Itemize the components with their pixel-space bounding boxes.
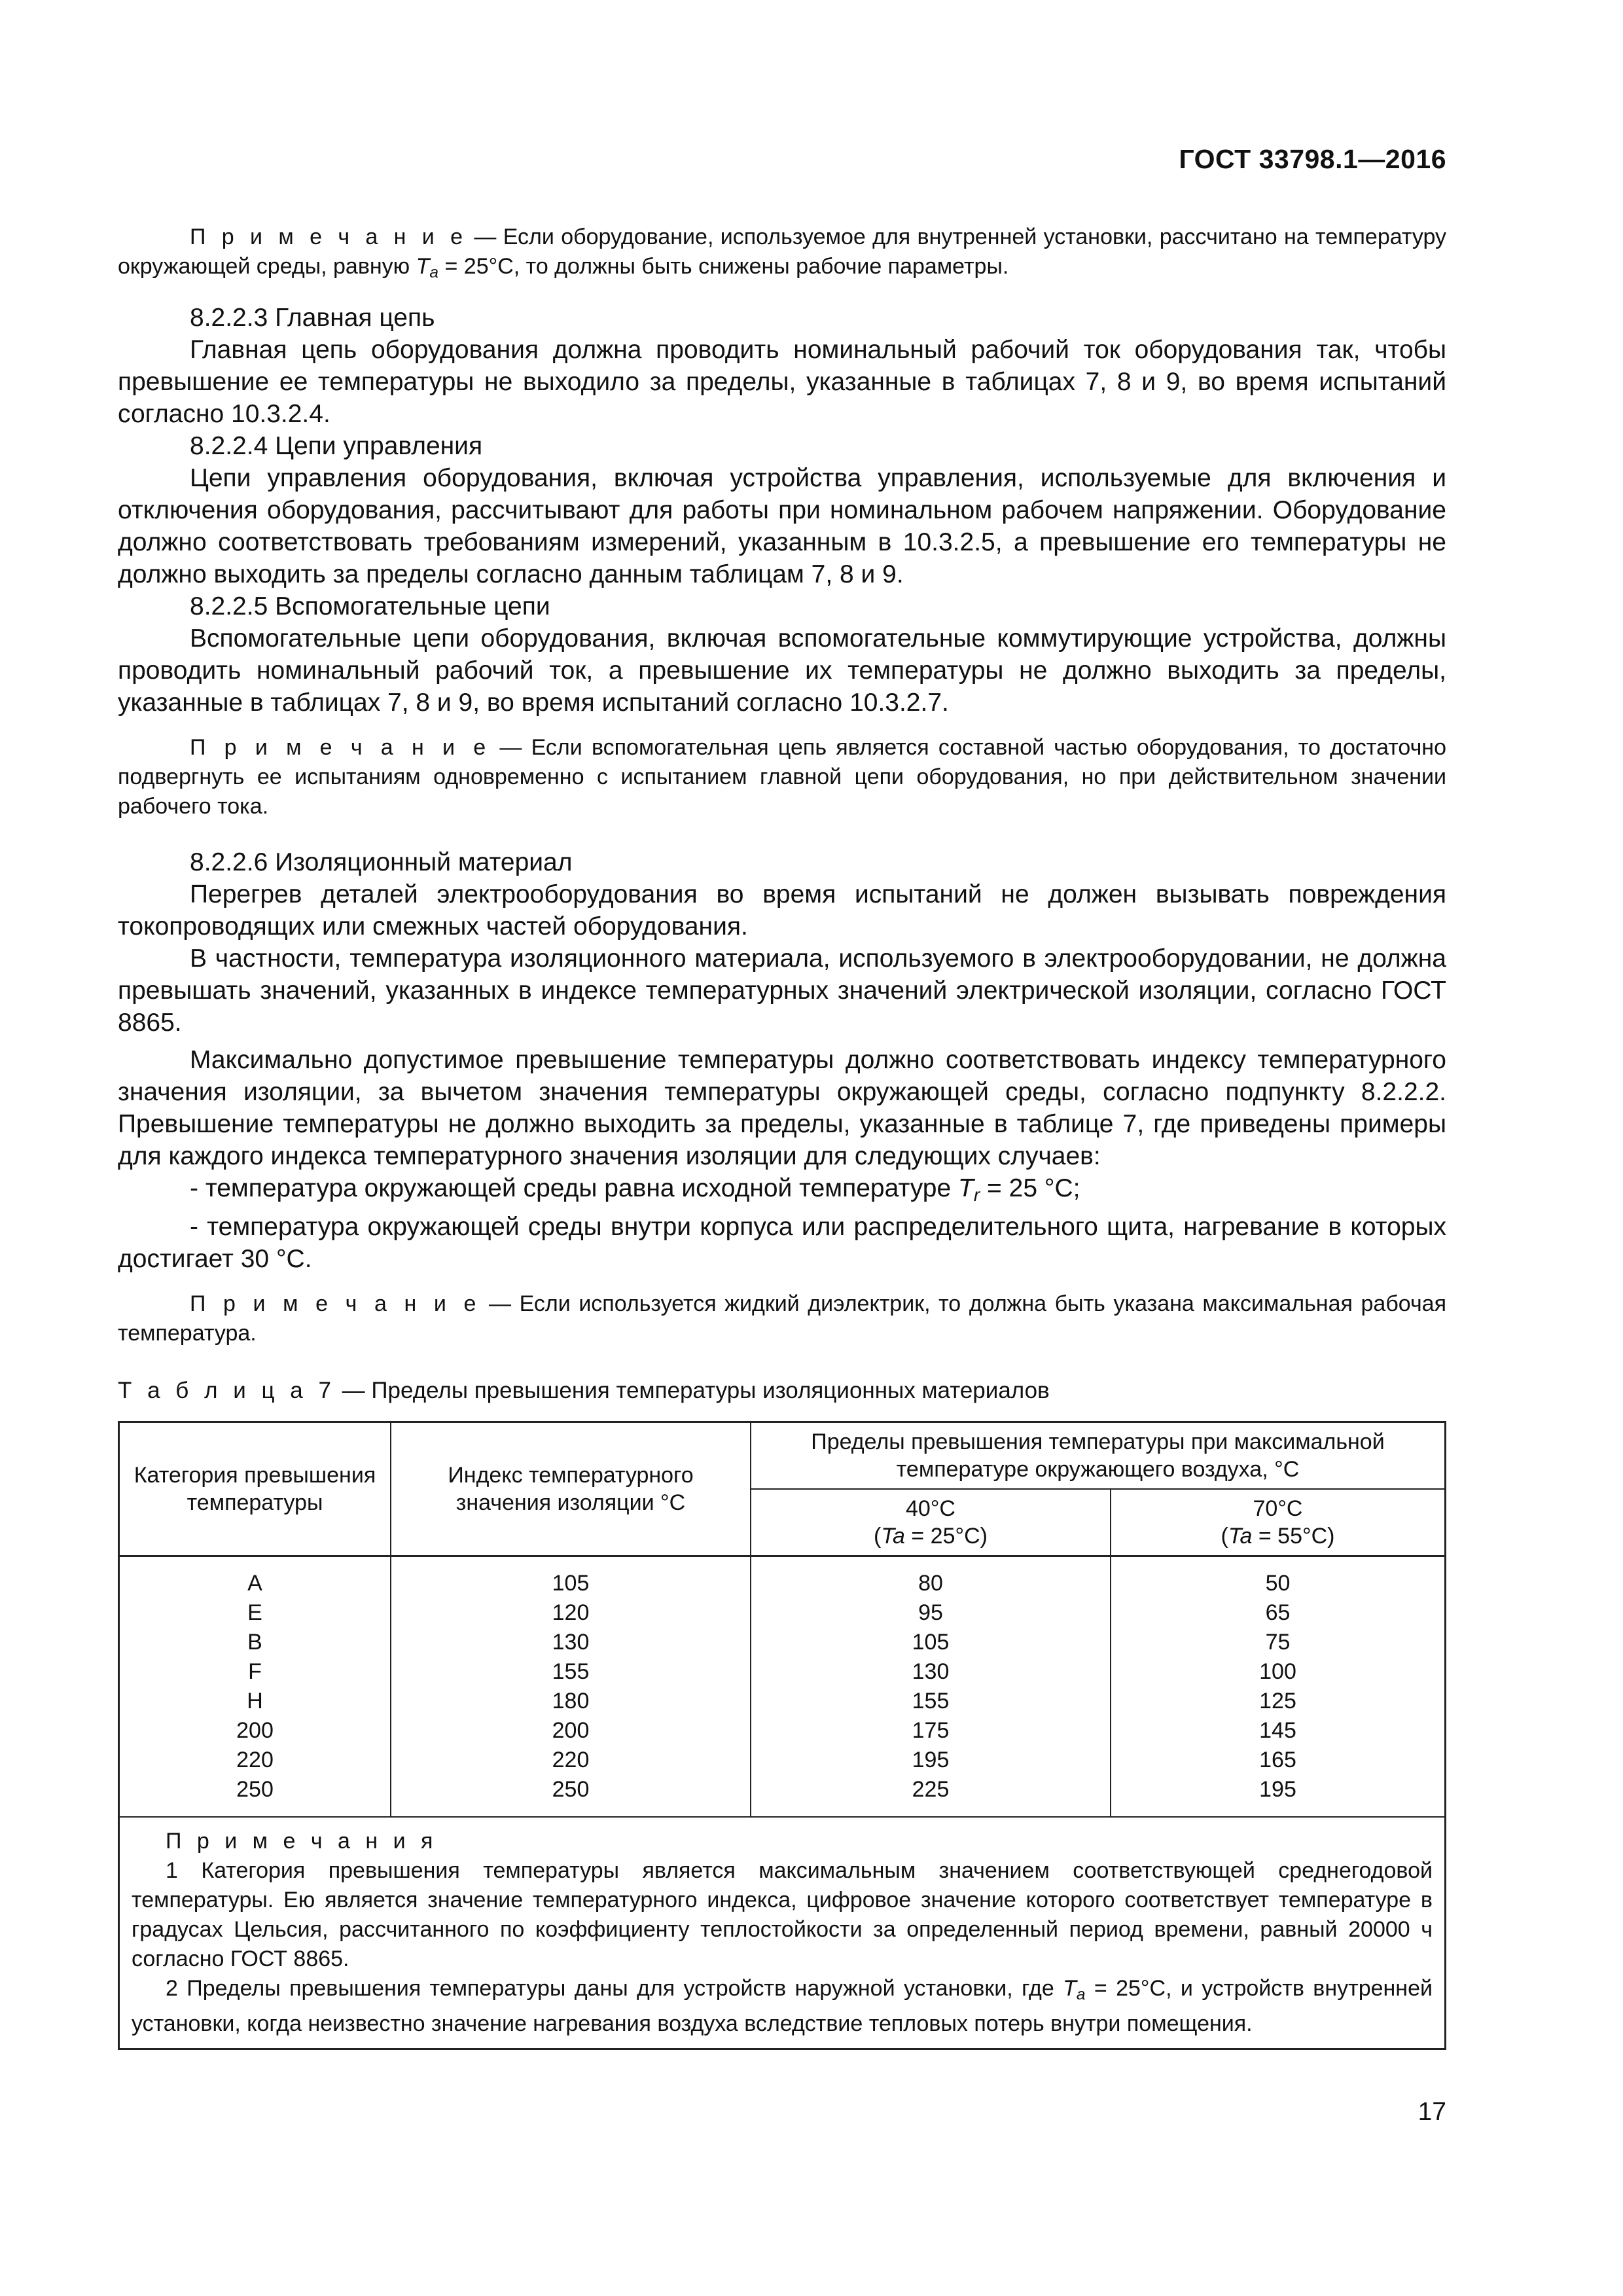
list-item-enclosure-temperature: - температура окружающей среды внутри корпуса или распределительного щита, нагревание в которых достигает 30 °С.: [118, 1213, 1446, 1274]
list-item-var-sub: r: [973, 1185, 980, 1206]
header-40c-ambient: [760, 1522, 1101, 1550]
table-cell-at70: 100: [1259, 1659, 1296, 1685]
note-var-sub: a: [429, 264, 439, 282]
table-body-row: [119, 1556, 1446, 1818]
table-cell-at70: 145: [1259, 1718, 1296, 1744]
note-label: П р и м е ч а н и е: [190, 735, 491, 761]
section-heading-8225: 8.2.2.5 Вспомогательные цепи: [190, 592, 550, 621]
table-cell-at70: 195: [1259, 1777, 1296, 1803]
table-cell-category: H: [247, 1689, 263, 1714]
header-index: Индекс температурного значения изоляции °С: [391, 1422, 751, 1556]
table-cell-at40: 175: [912, 1718, 950, 1744]
table-cell-at40: 105: [912, 1630, 950, 1655]
table-cell-at70: 75: [1265, 1630, 1291, 1655]
note-label: П р и м е ч а н и е: [190, 1291, 481, 1317]
header-40c-temp: 40°С: [906, 1496, 955, 1522]
column-at40: [751, 1556, 1111, 1818]
header-limits: Пределы превышения температуры при максимальной температуре окружающего воздуха, °С: [751, 1422, 1446, 1490]
column-at70: [1111, 1556, 1446, 1818]
section-text-8224: Цепи управления оборудования, включая устройства управления, используемые для включения и отключения оборудования, рассчитывают для работы при номинальном рабочем напряжении. Оборудование должно соответствовать требованиям измерений, указанным в 10.3.2.5, а превышение его температуры не должно выходить за пределы согласно данным таблицам 7, 8 и 9.: [118, 464, 1446, 589]
list-item-text-end: = 25 °С;: [980, 1174, 1080, 1203]
table-cell-category: 220: [236, 1748, 274, 1773]
header-70c-var: Ta: [1228, 1524, 1253, 1549]
list-item-text: - температура окружающей среды равна исходной температуре: [190, 1174, 959, 1203]
header-70c-temp: 70°С: [1253, 1496, 1303, 1522]
section-paragraph-2: В частности, температура изоляционного материала, используемого в электрооборудовании, не должна превышать значений, указанных в индексе температурных значений электрической изоляции, согласно ГОСТ 8865.: [118, 944, 1446, 1037]
header-40c-var: Ta: [881, 1524, 905, 1549]
note-text: — Если вспомогательная цепь является составной частью оборудования, то достаточно подвергнуть ее испытаниям одновременно с испытанием главной цепи оборудования, но при действительном значении рабочего тока.: [118, 735, 1446, 819]
table-note-2-text: 2 Пределы превышения температуры даны для устройств наружной установки, где: [166, 1976, 1063, 2001]
table-caption-label: Т а б л и ц а 7: [118, 1378, 336, 1404]
table-cell-at70: 125: [1259, 1689, 1296, 1714]
column-index: [391, 1556, 751, 1818]
table-note-2-var-sub: a: [1076, 1986, 1086, 2004]
table-note-2-var: T: [1063, 1976, 1077, 2001]
table-cell-index: 180: [552, 1689, 590, 1714]
header-70c-ambient: [1120, 1522, 1435, 1550]
section-heading-8224: 8.2.2.4 Цепи управления: [190, 432, 483, 461]
table-cell-index: 130: [552, 1630, 590, 1655]
table-cell-category: B: [247, 1630, 262, 1655]
table-cell-at40: 80: [918, 1571, 943, 1596]
list-item-reference-temperature: [118, 1172, 1446, 1211]
list-item-var: T: [958, 1174, 974, 1203]
table-cell-index: 220: [552, 1748, 590, 1773]
table-notes-row: [119, 1817, 1446, 2049]
section-text-8225: Вспомогательные цепи оборудования, включая вспомогательные коммутирующие устройства, должны проводить номинальный рабочий ток, а превышение их температуры не должно выходить за пределы, указанные в таблицах 7, 8 и 9, во время испытаний согласно 10.3.2.7.: [118, 624, 1446, 717]
table-caption-text: — Пределы превышения температуры изоляционных материалов: [335, 1378, 1050, 1404]
table-cell-index: 105: [552, 1571, 590, 1596]
header-40c-open: (: [874, 1524, 882, 1549]
table-caption: [118, 1376, 1446, 1405]
table-cell-index: 155: [552, 1659, 590, 1685]
table-cell-category: F: [248, 1659, 262, 1685]
section-paragraph-1: Перегрев деталей электрооборудования во время испытаний не должен вызывать повреждения токопроводящих или смежных частей оборудования.: [118, 880, 1446, 941]
table-cell-at40: 225: [912, 1777, 950, 1803]
table-cell-at40: 195: [912, 1748, 950, 1773]
table-cell-at70: 165: [1259, 1748, 1296, 1773]
column-category: [119, 1556, 391, 1818]
table-cell-at70: 50: [1265, 1571, 1291, 1596]
table-cell-category: E: [247, 1600, 262, 1626]
table-cell-at40: 130: [912, 1659, 950, 1685]
header-40c-value: = 25°С): [904, 1524, 988, 1549]
header-70c: [1111, 1489, 1446, 1556]
document-code: ГОСТ 33798.1—2016: [1179, 144, 1446, 174]
table-cell-category: 200: [236, 1718, 274, 1744]
section-heading-8223: 8.2.2.3 Главная цепь: [190, 304, 435, 332]
header-70c-open: (: [1221, 1524, 1228, 1549]
note-text-a: — Если оборудование, используемое для внутренней установки, рассчитано на температуру окружающей среды, равную: [118, 224, 1446, 279]
table-notes-label: П р и м е ч а н и я: [166, 1829, 438, 1854]
note-text: — Если используется жидкий диэлектрик, то должна быть указана максимальная рабочая температура.: [118, 1291, 1446, 1346]
table-cell-index: 120: [552, 1600, 590, 1626]
table-note-1: 1 Категория превышения температуры является максимальным значением соответствующей среднегодовой температуры. Ею является значение температурного индекса, цифровое значение которого соответствует температуре в градусах Цельсия, рассчитанного по коэффициенту теплостойкости за определенный период времени, равный 20000 ч согласно ГОСТ 8865.: [132, 1858, 1433, 1972]
table-cell-index: 250: [552, 1777, 590, 1803]
note-liquid-dielectric: [118, 1289, 1446, 1348]
table-cell-at40: 155: [912, 1689, 950, 1714]
section-text-8223: Главная цепь оборудования должна проводить номинальный рабочий ток оборудования так, чтобы превышение ее температуры не выходило за пределы, указанные в таблицах 7, 8 и 9, во время испытаний согласно 10.3.2.4.: [118, 336, 1446, 429]
table-cell-category: 250: [236, 1777, 274, 1803]
table-cell-index: 200: [552, 1718, 590, 1744]
header-70c-value: = 55°С): [1252, 1524, 1335, 1549]
table-cell-category: A: [247, 1571, 262, 1596]
note-var: T: [416, 254, 430, 279]
table-note-2: [132, 1974, 1433, 2039]
header-40c: [751, 1489, 1111, 1556]
note-indoor-equipment: [118, 223, 1446, 287]
page-content: [118, 223, 1446, 2050]
temperature-limits-table: [118, 1421, 1446, 2050]
section-paragraph-3: Максимально допустимое превышение температуры должно соответствовать индексу температурного значения изоляции, за вычетом значения температуры окружающей среды, согласно подпункту 8.2.2.2. Превышение температуры не должно выходить за пределы, указанные в таблице 7, где приведены примеры для каждого индекса температурного значения изоляции для следующих случаев:: [118, 1046, 1446, 1171]
note-auxiliary-circuit: [118, 733, 1446, 821]
header-category: Категория превышения температуры: [119, 1422, 391, 1556]
table-notes: [119, 1817, 1446, 2049]
table-note-2-text-end: = 25°С, и устройств внутренней установки, когда неизвестно значение нагревания воздуха вследствие тепловых потерь внутри помещения.: [132, 1976, 1433, 2037]
table-cell-at40: 95: [918, 1600, 943, 1626]
note-label: П р и м е ч а н и е: [190, 224, 468, 249]
section-heading-8226: 8.2.2.6 Изоляционный материал: [190, 848, 573, 877]
table-cell-at70: 65: [1265, 1600, 1291, 1626]
note-text-b: = 25°С, то должны быть снижены рабочие параметры.: [438, 254, 1009, 279]
page-number: 17: [1418, 2098, 1446, 2126]
